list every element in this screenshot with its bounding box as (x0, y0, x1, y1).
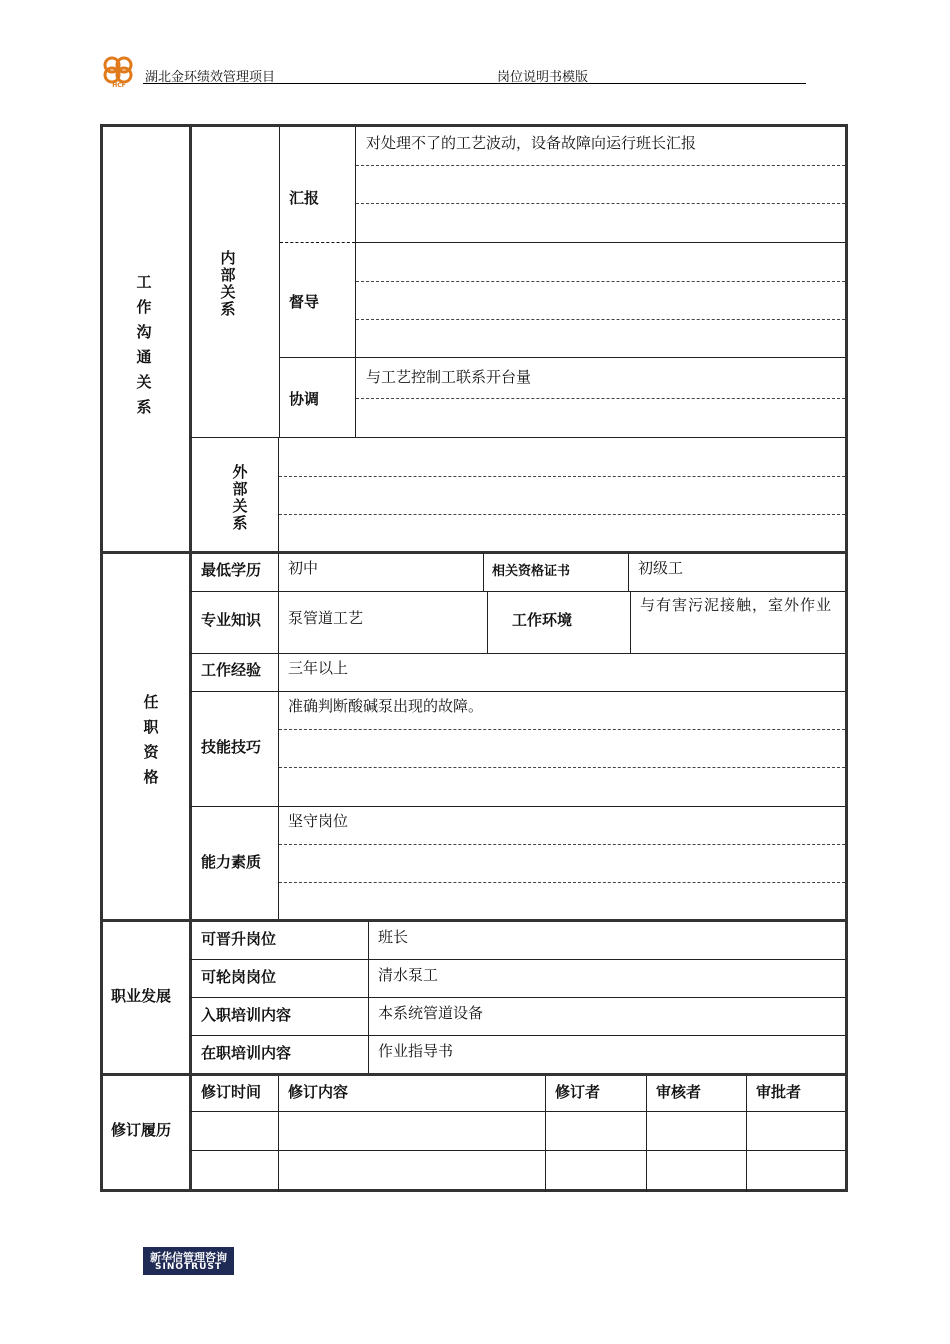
revision-col-time: 修订时间 (201, 1083, 262, 1101)
logo-text: HCF (112, 82, 126, 89)
revision-section-label: 修订履历 (111, 1121, 172, 1139)
promote-label: 可晋升岗位 (201, 930, 277, 948)
knowledge-label: 专业知识 (201, 611, 262, 629)
report-label: 汇报 (289, 189, 320, 207)
coordinate-text: 与工艺控制工联系开台量 (366, 368, 532, 386)
revision-row-1-bottom (190, 1150, 845, 1151)
external-column-divider (278, 438, 279, 552)
rotate-label: 可轮岗岗位 (201, 968, 277, 986)
education-label: 最低学历 (201, 561, 262, 579)
report-line-2 (356, 203, 845, 204)
external-line-2 (279, 514, 845, 515)
skills-value: 准确判断酸碱泵出现的故障。 (288, 697, 484, 715)
inservice-training-label: 在职培训内容 (201, 1044, 292, 1062)
cert-left-divider (483, 553, 484, 591)
external-line-1 (279, 476, 845, 477)
environment-left-divider (487, 592, 488, 653)
header-rule (143, 83, 806, 84)
skills-line-2 (279, 767, 845, 768)
ability-label-divider (278, 806, 279, 920)
supervise-line-2 (356, 319, 845, 320)
left-column-divider (189, 127, 192, 1190)
inservice-training-value: 作业指导书 (378, 1042, 454, 1060)
revision-divider-3 (646, 1076, 647, 1192)
knowledge-value: 泵管道工艺 (288, 609, 364, 627)
revision-col-content: 修订内容 (288, 1083, 349, 1101)
onboard-training-value: 本系统管道设备 (378, 1004, 484, 1022)
revision-divider-4 (746, 1076, 747, 1192)
experience-label: 工作经验 (201, 661, 262, 679)
qualification-section-label: 任职资格 (143, 693, 159, 786)
revision-header-bottom (190, 1111, 845, 1112)
coordinate-label: 协调 (289, 390, 320, 408)
revision-col-reviewer: 审核者 (656, 1083, 702, 1101)
revision-divider-1 (278, 1076, 279, 1192)
internal-column-divider (279, 127, 280, 437)
ability-line-2 (279, 882, 845, 883)
environment-value: 与有害污泥接触，室外作业 (640, 596, 833, 614)
internal-relations-label: 内部关系 (220, 249, 236, 318)
career-section-label: 职业发展 (111, 987, 172, 1005)
education-bottom (190, 591, 845, 592)
promote-bottom (190, 959, 845, 960)
skills-label: 技能技巧 (201, 738, 262, 756)
onboard-training-label: 入职培训内容 (201, 1006, 292, 1024)
ability-value: 坚守岗位 (288, 812, 349, 830)
rotate-value: 清水泵工 (378, 966, 439, 984)
education-value: 初中 (288, 559, 319, 577)
document-title: 岗位说明书模版 (497, 70, 589, 85)
ability-label: 能力素质 (201, 853, 262, 871)
project-name: 湖北金环绩效管理项目 (145, 70, 276, 85)
external-relations-label: 外部关系 (232, 463, 248, 532)
career-label-divider (368, 922, 369, 1074)
revision-divider-2 (545, 1076, 546, 1192)
cert-label: 相关资格证书 (492, 564, 571, 579)
hcf-logo (100, 54, 138, 90)
skills-line-1 (279, 729, 845, 730)
footer-logo-cn: 新华信管理咨询 (150, 1251, 227, 1264)
skills-bottom (190, 806, 845, 807)
supervise-label: 督导 (289, 293, 320, 311)
cert-right-divider (628, 553, 629, 591)
revision-col-reviser: 修订者 (555, 1083, 601, 1101)
experience-value: 三年以上 (288, 659, 349, 677)
report-line-1 (356, 165, 845, 166)
coordinate-line-1 (356, 398, 845, 399)
internal-bottom (190, 437, 845, 438)
sinotrust-logo (143, 1247, 234, 1275)
supervise-line-1 (356, 281, 845, 282)
promote-value: 班长 (378, 928, 409, 946)
communication-section-label: 工作沟通关系 (136, 273, 152, 416)
cert-value: 初级工 (638, 559, 684, 577)
environment-label: 工作环境 (512, 611, 573, 629)
knowledge-bottom (190, 653, 845, 654)
report-text: 对处理不了的工艺波动，设备故障向运行班长汇报 (366, 134, 697, 152)
environment-right-divider (630, 592, 631, 653)
experience-bottom (190, 691, 845, 692)
job-description-table (100, 124, 848, 1192)
career-bottom (103, 1073, 846, 1076)
revision-col-approver: 审批者 (756, 1083, 802, 1101)
report-bottom (356, 242, 845, 243)
rotate-bottom (190, 997, 845, 998)
communication-bottom (103, 551, 846, 554)
onboard-bottom (190, 1035, 845, 1036)
supervise-bottom (280, 357, 845, 358)
footer-logo-en: SINOTRUST (154, 1262, 222, 1272)
ability-line-1 (279, 844, 845, 845)
report-divider (280, 242, 355, 243)
sublabel-column-divider (355, 127, 356, 437)
qualification-bottom (103, 919, 846, 922)
